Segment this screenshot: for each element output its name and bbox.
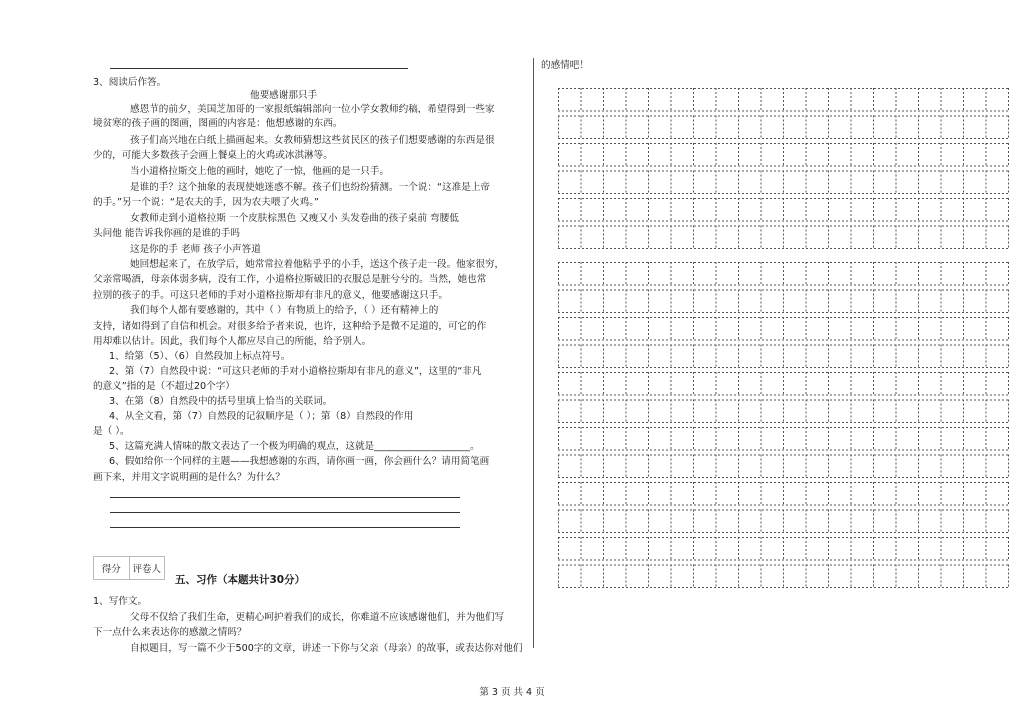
column-divider: [533, 58, 534, 648]
answer-line[interactable]: [110, 527, 460, 528]
article-paragraph: 我们每个人都有要感谢的，其中（ ）有物质上的给予，（ ）还有精神上的: [130, 305, 439, 316]
writing-prompt-line: 父母不仅给了我们生命，更精心呵护着我们的成长，你难道不应该感谢他们，并为他们写: [130, 612, 505, 623]
article-paragraph: 少的，可能大多数孩子会画上餐桌上的火鸡或冰淇淋等。: [93, 150, 333, 161]
article-paragraph: 的手。”另一个说：“是农夫的手，因为农夫喂了火鸡。”: [93, 197, 319, 208]
question-item: 4、从全文看，第（7）自然段的记叙顺序是（ ）；第（8）自然段的作用: [109, 411, 414, 422]
answer-line[interactable]: [110, 497, 460, 498]
article-paragraph: 父亲常喝酒，母亲体弱多病，没有工作，小道格拉斯破旧的衣服总是脏兮兮的。当然，她也常: [93, 274, 487, 285]
article-paragraph: 用却难以估计。因此，我们每个人都应尽自己的所能，给予别人。: [93, 336, 372, 347]
article-paragraph: 拉别的孩子的手。可这只老师的手对小道格拉斯却有非凡的意义，他要感谢这只手。: [93, 290, 448, 301]
composition-grid-bottom[interactable]: [558, 262, 1018, 592]
article-paragraph: 孩子们高兴地在白纸上描画起来。女教师猜想这些贫民区的孩子们想要感谢的东西是很: [130, 135, 495, 146]
section-5-title: 五、习作（本题共计30分）: [175, 574, 306, 586]
question-item: 2、第（7）自然段中说：“可这只老师的手对小道格拉斯却有非凡的意义”，这里的“非凡: [109, 366, 482, 377]
article-paragraph: 境贫寒的孩子画的图画，图画的内容是：他想感谢的东西。: [93, 118, 343, 129]
article-paragraph: 头问他 能告诉我你画的是谁的手吗: [93, 228, 240, 239]
writing-prompt-line: 自拟题目，写一篇不少于500字的文章，讲述一下你与父亲（母亲）的故事，或表达你对他们: [130, 643, 523, 654]
article-paragraph: 这是你的手 老师 孩子小声答道: [130, 244, 261, 255]
article-paragraph: 是谁的手？这个抽象的表现使她迷惑不解。孩子们也纷纷猜测。一个说：“这准是上帝: [130, 182, 490, 193]
writing-prompt-continuation: 的感情吧！: [541, 60, 589, 71]
page-footer: 第 3 页 共 4 页: [479, 687, 545, 698]
question-item: 6、假如给你一个同样的主题——我想感谢的东西，请你画一画，你会画什么？请用简笔画: [109, 456, 490, 467]
question-item: 3、在第（8）自然段中的括号里填上恰当的关联词。: [109, 396, 333, 407]
score-box: [93, 556, 165, 580]
article-paragraph: 感恩节的前夕，美国芝加哥的一家报纸编辑部向一位小学女教师约稿，希望得到一些家: [130, 104, 495, 115]
article-paragraph: 女教师走到小道格拉斯 一个皮肤棕黑色 又瘦又小 头发卷曲的孩子桌前 弯腰低: [130, 213, 459, 224]
writing-heading: 1、写作文。: [93, 596, 148, 607]
question-item: 是（ ）。: [93, 426, 130, 437]
question-3-heading: 3、阅读后作答。: [93, 77, 167, 88]
article-title: 他要感谢那只手: [250, 90, 318, 101]
score-label: 得分: [94, 557, 130, 579]
article-paragraph: 她回想起来了，在放学后，她常常拉着他粘乎乎的小手，送这个孩子走一段。他家很穷，: [130, 259, 505, 270]
question-item: 5、这篇充满人情味的散文表达了一个极为明确的观点，这就是____________________。: [109, 441, 480, 452]
question-item: 1、给第（5）、（6）自然段加上标点符号。: [109, 351, 291, 362]
top-answer-line: [110, 68, 408, 69]
article-paragraph: 当小道格拉斯交上他的画时，她吃了一惊，他画的是一只手。: [130, 166, 390, 177]
reviewer-label: 评卷人: [132, 564, 161, 575]
composition-grid-top[interactable]: [558, 88, 1018, 256]
question-item: 画下来，并用文字说明画的是什么？为什么？: [93, 472, 285, 483]
answer-line[interactable]: [110, 512, 460, 513]
article-paragraph: 支持，诸如得到了自信和机会。对很多给予者来说，也许，这种给予是微不足道的，可它的作: [93, 321, 487, 332]
question-item: 的意义”指的是（不超过20个字）: [93, 381, 235, 392]
writing-prompt-line: 下一点什么来表达你的感激之情吗？: [93, 627, 247, 638]
